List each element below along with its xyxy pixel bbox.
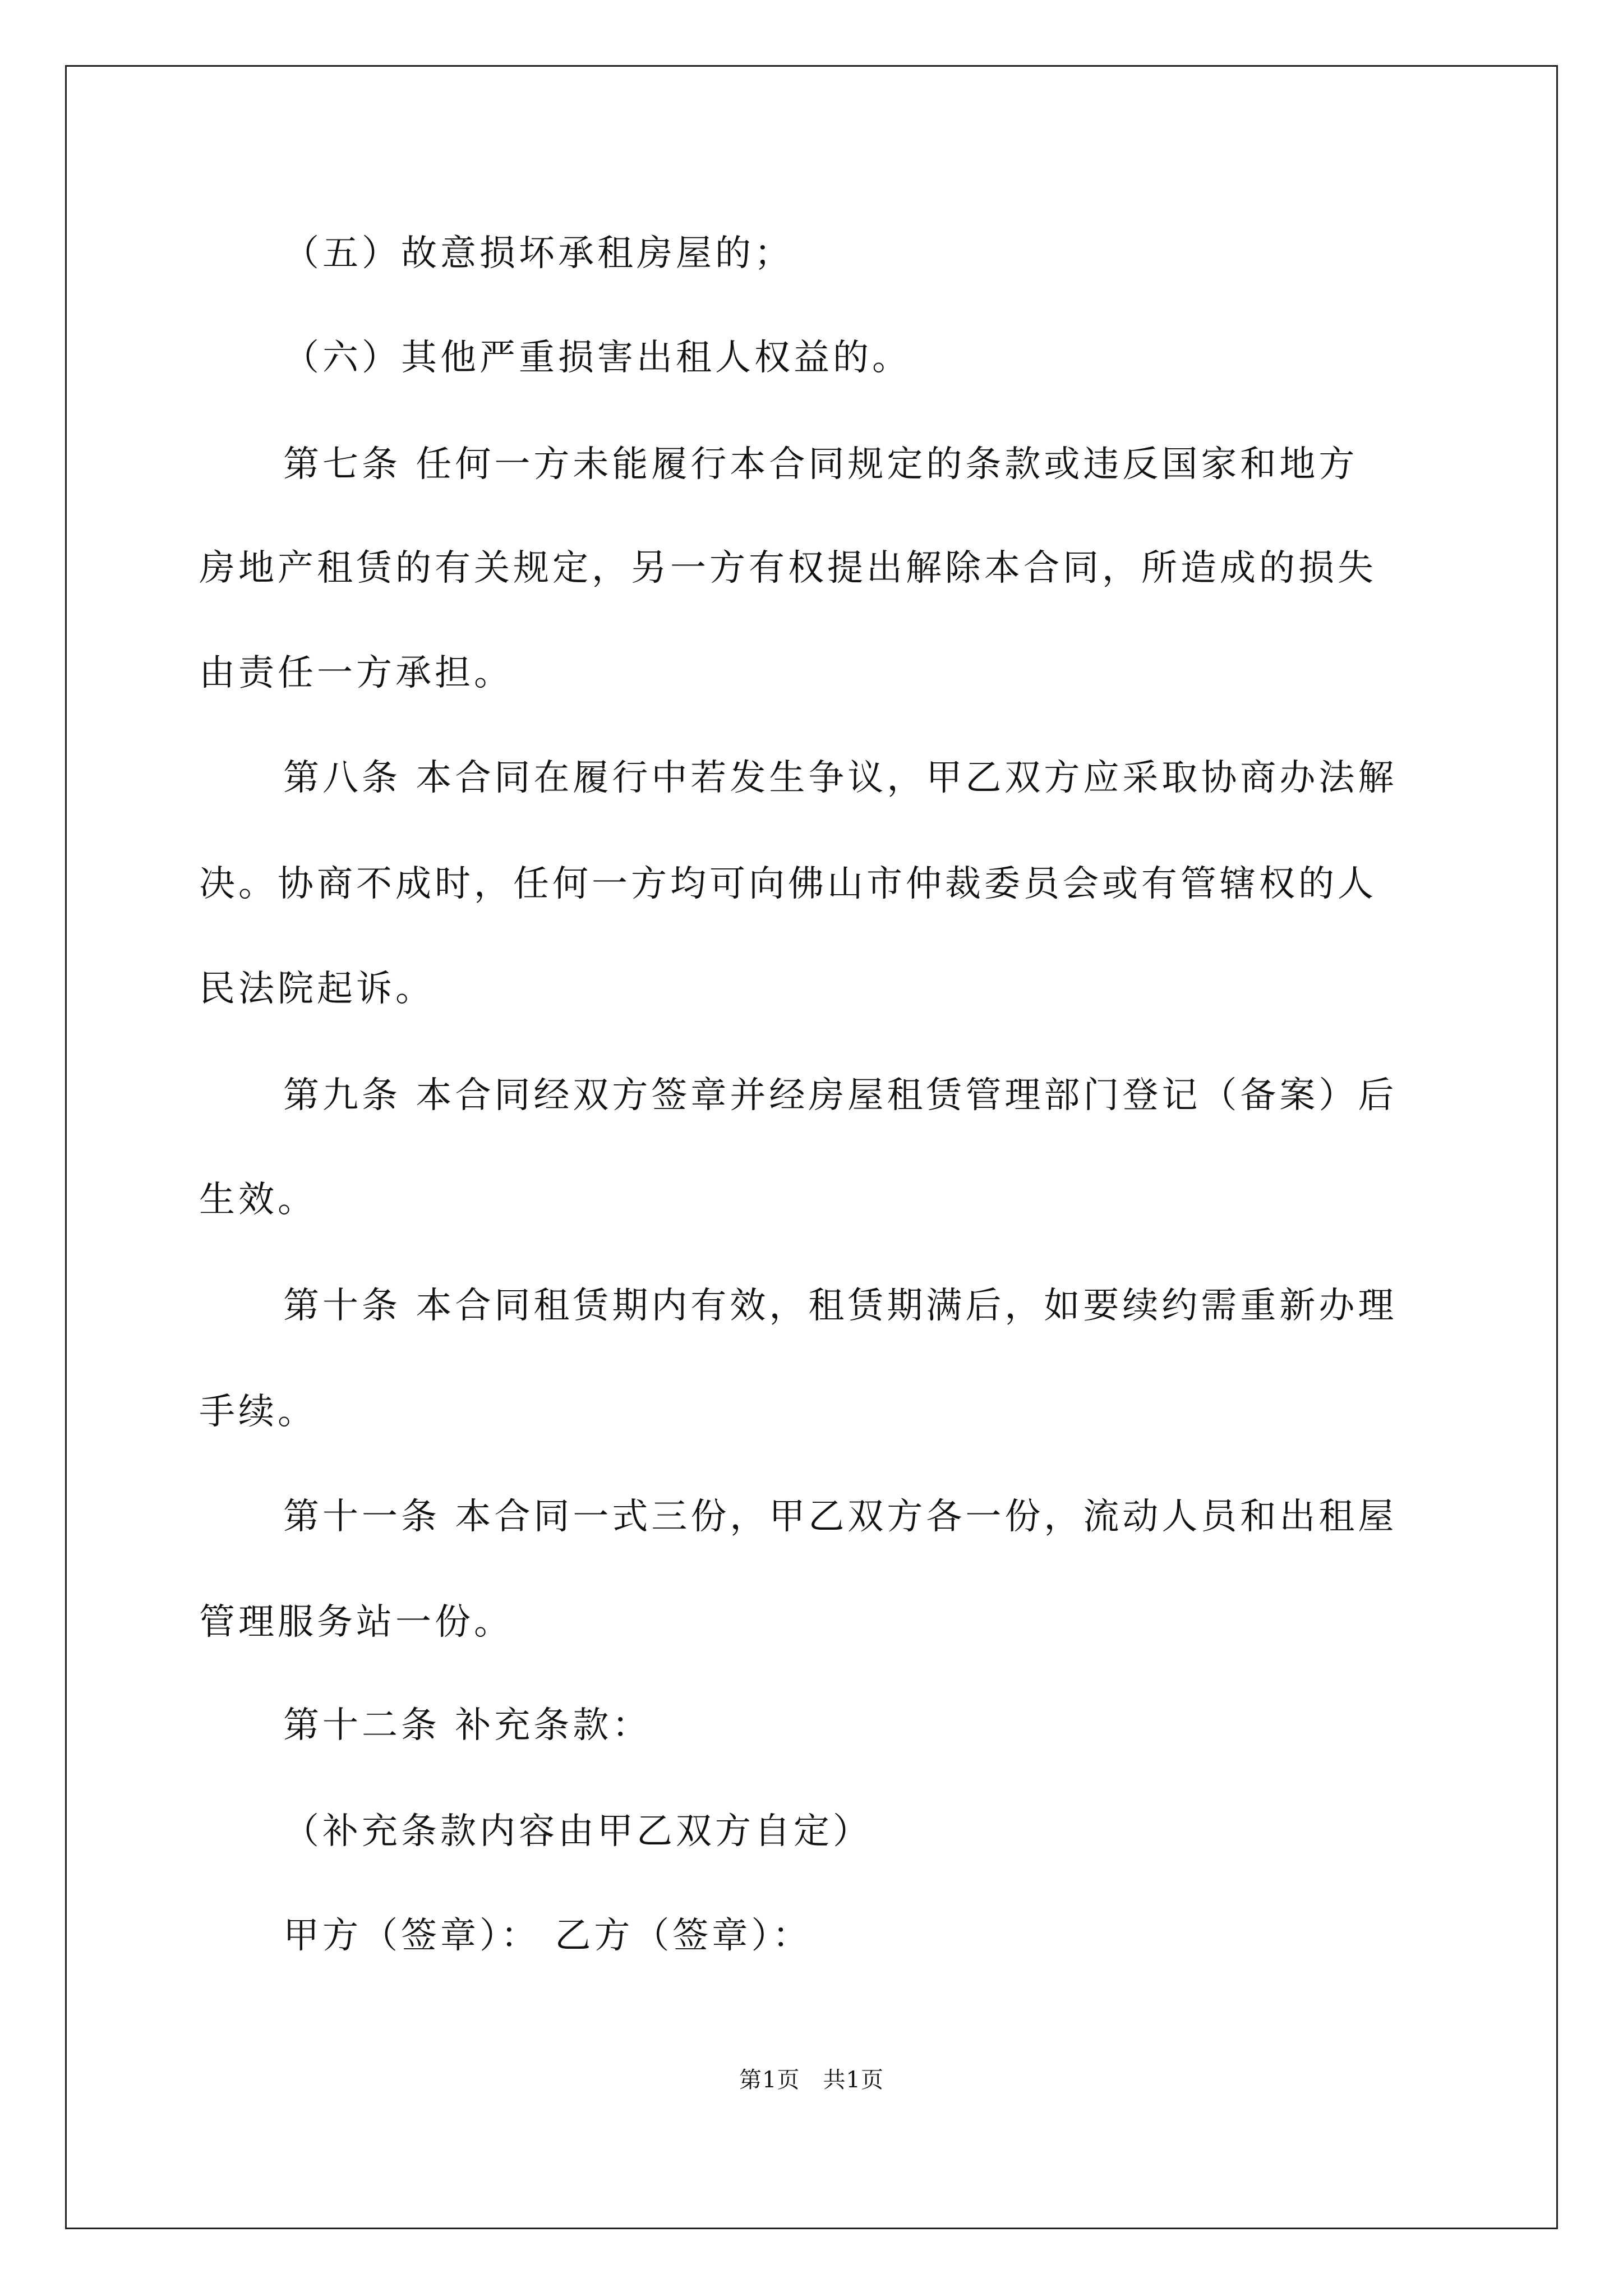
text-line: 第八条 本合同在履行中若发生争议，甲乙双方应采取协商办法解 (283, 757, 1398, 799)
text-line: 手续。 (199, 1391, 317, 1433)
text-line: （五）故意损坏承租房屋的； (283, 233, 794, 274)
text-line: 第九条 本合同经双方签章并经房屋租赁管理部门登记（备案）后 (283, 1075, 1398, 1116)
page-border (65, 65, 1558, 2229)
text-line: 管理服务站一份。 (199, 1602, 513, 1643)
text-line: 决。协商不成时，任何一方均可向佛山市仲裁委员会或有管辖权的人 (199, 863, 1377, 905)
text-line: 第十一条 本合同一式三份，甲乙双方各一份，流动人员和出租屋 (283, 1496, 1398, 1538)
text-line: 第十条 本合同租赁期内有效，租赁期满后，如要续约需重新办理 (283, 1285, 1398, 1327)
page-number: 第1页 共1页 (739, 2067, 884, 2093)
text-line: 由责任一方承担。 (199, 652, 513, 694)
text-line: 民法院起诉。 (199, 968, 435, 1010)
text-line: 第十二条 补充条款： (283, 1705, 652, 1746)
text-line: 生效。 (199, 1179, 317, 1221)
text-line: （六）其他严重损害出租人权益的。 (283, 337, 911, 379)
text-line: 甲方（签章）： 乙方（签章）： (283, 1915, 812, 1957)
text-line: 房地产租赁的有关规定，另一方有权提出解除本合同，所造成的损失 (199, 547, 1377, 589)
text-line: 第七条 任何一方未能履行本合同规定的条款或违反国家和地方 (283, 444, 1358, 485)
text-line: （补充条款内容由甲乙双方自定） (283, 1811, 872, 1852)
